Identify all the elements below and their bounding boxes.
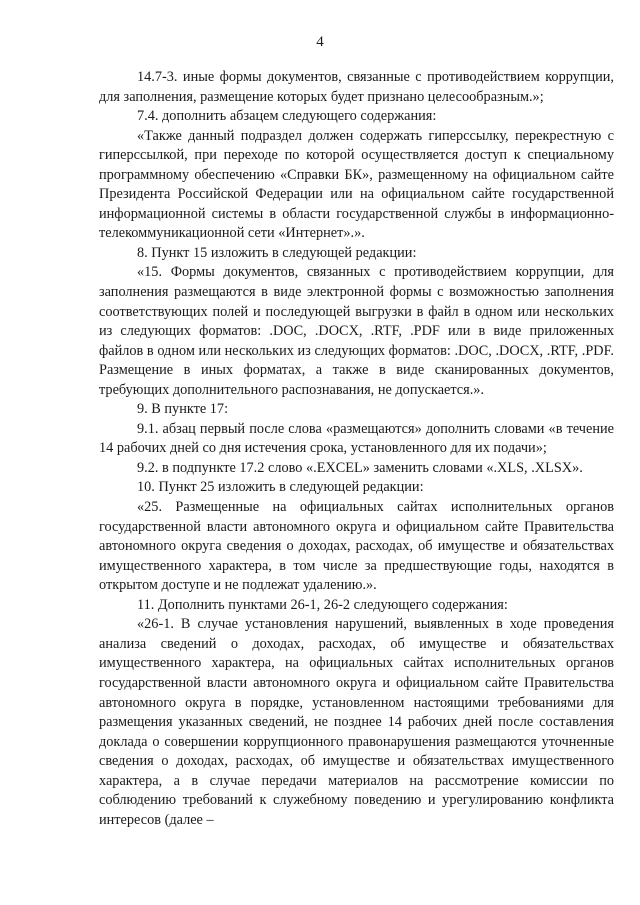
paragraph-7-4: 7.4. дополнить абзацем следующего содержания:	[137, 108, 437, 125]
paragraph-hyperlink-quote: «Также данный подраздел должен содержать гиперссылку, перекрестную с гиперссылкой, при переходе по которой осуществляется доступ к специальному программному обеспечению «Справки БК», размещенному на официальном сайте Президента Российской Федерации или на официальном сайте государственной информационной системы в области государственной службы в информационно-телекоммуникационной сети «Интернет».».	[99, 127, 614, 242]
paragraph-9-2: 9.2. в подпункте 17.2 слово «.EXCEL» заменить словами «.XLS, .XLSX».	[137, 459, 583, 476]
paragraph-25-quote: «25. Размещенные на официальных сайтах исполнительных органов государственной власти автономного округа и официальном сайте Правительства автономного округа сведения о доходах, расходах, об имуществе и обязательствах имущественного характера, в том числе за предшествующие годы, находятся в открытом доступе и не подлежат удалению.».	[99, 499, 614, 594]
paragraph-15-quote: «15. Формы документов, связанных с противодействием коррупции, для заполнения размещаются в виде электронной формы с возможностью заполнения соответствующих полей и последующей выгрузки в файл в одном или нескольких из следующих форматов: .DOC, .DOCX, .RTF, .PDF или в виде приложенных файлов в одном или нескольких из следующих форматов: .DOC, .DOCX, .RTF, .PDF. Размещение в иных форматах, а также в виде сканированных документов, требующих дополнительного распознавания, не допускается.».	[99, 264, 614, 398]
paragraph-26-1-quote: «26-1. В случае установления нарушений, выявленных в ходе проведения анализа сведений о доходах, расходах, об имуществе и обязательствах имущественного характера, на официальных сайтах исполнительных органов государственной власти автономного округа и официальном сайте Правительства автономного округа в порядке, установленном настоящими требованиями для размещения указанных сведений, не позднее 14 рабочих дней после составления доклада о совершении коррупционного правонарушения размещаются уточненные сведения о доходах, расходах, об имуществе и обязательствах имущественного характера, а в случае передачи материалов на рассмотрение комиссии по соблюдению требований к служебному поведению и урегулированию конфликта интересов (далее –	[99, 616, 614, 828]
paragraph-10: 10. Пункт 25 изложить в следующей редакции:	[137, 479, 424, 496]
document-body	[99, 68, 614, 830]
paragraph-14-7-3: 14.7-3. иные формы документов, связанные с противодействием коррупции, для заполнения, размещение которых будет признано целесообразным.»;	[99, 69, 614, 105]
paragraph-9-1: 9.1. абзац первый после слова «размещаются» дополнить словами «в течение 14 рабочих дней со дня истечения срока, установленного для их подачи»;	[99, 420, 614, 457]
paragraph-9: 9. В пункте 17:	[137, 401, 229, 418]
paragraph-11: 11. Дополнить пунктами 26-1, 26-2 следующего содержания:	[137, 596, 508, 613]
page-number: 4	[316, 34, 324, 50]
paragraph-8: 8. Пункт 15 изложить в следующей редакции:	[137, 244, 417, 261]
